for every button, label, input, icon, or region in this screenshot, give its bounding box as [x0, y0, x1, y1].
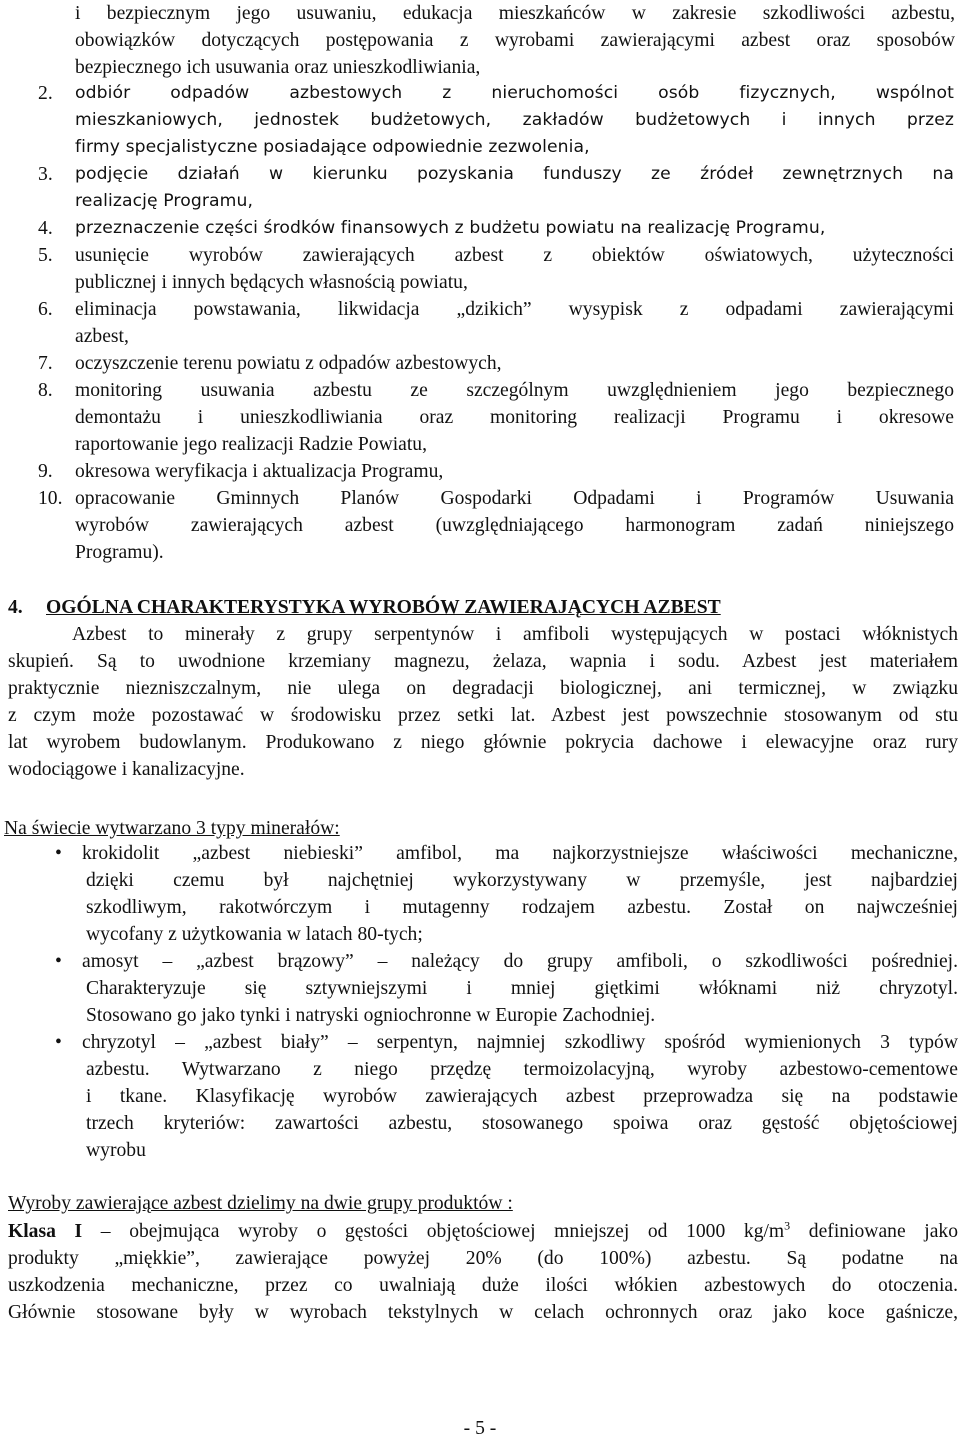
- text-line: amosyt – „azbest brązowy” – należący do grupy amfiboli, o szkodliwości pośredniej.: [82, 951, 958, 972]
- bullet-text: [82, 840, 958, 948]
- text-line: raportowanie jego realizacji Radzie Powiatu,: [75, 434, 427, 455]
- text-line: trzech kryteriów: zawartości azbestu, stosowanego spoiwa oraz gęstość objętościowej: [86, 1113, 958, 1134]
- bullet-item: [55, 840, 958, 948]
- text-line: uszkodzenia mechaniczne, przez co uwalniają duże ilości włókien azbestowych do otoczenia.: [8, 1275, 958, 1296]
- text-line: eliminacja powstawania, likwidacja „dzikich” wysypisk z odpadami zawierającymi: [75, 299, 954, 320]
- list-item: [38, 215, 954, 242]
- bullet-icon: •: [55, 843, 62, 864]
- text-line: skupień. Są to uwodnione krzemiany magnezu, żelaza, wapnia i sodu. Azbest jest materiałem: [8, 651, 958, 672]
- klasa-i-paragraph: [8, 1218, 958, 1326]
- minerals-bullet-list: [55, 840, 958, 1164]
- groups-intro: [8, 1190, 958, 1217]
- text-line: praktycznie niezniszczalnym, nie ulega on degradacji biologicznej, ani termicznej, w związku: [8, 678, 958, 699]
- text-line: i bezpiecznym jego usuwaniu, edukacja mieszkańców w zakresie szkodliwości azbestu,: [75, 3, 955, 24]
- list-item-text: [75, 350, 954, 377]
- page-number: - 5 -: [463, 1418, 497, 1439]
- text-line: dzięki czemu był najchętniej wykorzystywany w przemyśle, jest najbardziej: [86, 870, 958, 891]
- klasa-text: – obejmująca wyroby o gęstości objętościowej mniejszej od 1000 kg/m: [100, 1221, 785, 1242]
- minerals-intro: [4, 815, 958, 842]
- text-line: podjęcie działań w kierunku pozyskania funduszy ze źródeł zewnętrznych na: [75, 164, 954, 184]
- text-line: okresowa weryfikacja i aktualizacja Programu,: [75, 461, 444, 482]
- text-line: wodociągowe i kanalizacyjne.: [8, 759, 245, 780]
- text-line: odbiór odpadów azbestowych z nieruchomości osób fizycznych, wspólnot: [75, 83, 954, 103]
- list-item: [38, 485, 954, 566]
- section-title: OGÓLNA CHARAKTERYSTYKA WYROBÓW ZAWIERAJĄCYCH AZBEST: [46, 597, 721, 618]
- list-item-number: 5.: [38, 245, 53, 266]
- list-item-number: 6.: [38, 299, 53, 320]
- list-item-text: [75, 485, 954, 566]
- minerals-intro-text: Na świecie wytwarzano 3 typy minerałów:: [4, 818, 340, 839]
- list-item-number: 2.: [38, 83, 53, 104]
- text-line: Azbest to minerały z grupy serpentynów i amfiboli występujących w postaci włóknistych: [72, 624, 958, 645]
- text-line: wyrobów zawierających azbest (uwzględniającego harmonogram zadań niniejszego: [75, 515, 954, 536]
- text-line: przeznaczenie części środków finansowych z budżetu powiatu na realizację Programu,: [75, 218, 826, 238]
- bullet-icon: •: [55, 951, 62, 972]
- list-item-text: [75, 80, 954, 161]
- text-line: wycofany z użytkowania w latach 80-tych;: [86, 924, 423, 945]
- list-item-number: 9.: [38, 461, 53, 482]
- bullet-text: [82, 1029, 958, 1164]
- text-line: monitoring usuwania azbestu ze szczególnym uwzględnieniem jego bezpiecznego: [75, 380, 954, 401]
- text-line: bezpiecznego ich usuwania oraz unieszkodliwiania,: [75, 57, 481, 78]
- text-line: oczyszczenie terenu powiatu z odpadów azbestowych,: [75, 353, 502, 374]
- text-line: produkty „miękkie”, zawierające powyżej 20% (do 100%) azbestu. Są podatne na: [8, 1248, 958, 1269]
- text-line: azbestu. Wytwarzano z niego przędzę termoizolacyjną, wyroby azbestowo-cementowe: [86, 1059, 958, 1080]
- section-number: 4.: [8, 597, 23, 618]
- text-line: firmy specjalistyczne posiadające odpowiednie zezwolenia,: [75, 137, 590, 157]
- text-line: opracowanie Gminnych Planów Gospodarki Odpadami i Programów Usuwania: [75, 488, 954, 509]
- bullet-item: [55, 1029, 958, 1164]
- section-heading: [8, 594, 958, 621]
- text-line: Programu).: [75, 542, 164, 563]
- bullet-item: [55, 948, 958, 1029]
- text-line: z czym może pozostawać w środowisku przez setki lat. Azbest jest powszechnie stosowanym od stu: [8, 705, 958, 726]
- item-1-continuation: [75, 0, 955, 81]
- text-line: wyrobu: [86, 1140, 146, 1161]
- text-line: demontażu i unieszkodliwiania oraz monitoring realizacji Programu i okresowe: [75, 407, 954, 428]
- text-line: lat wyrobem budowlanym. Produkowano z niego głównie pokrycia dachowe i elewacyjne oraz rury: [8, 732, 958, 753]
- klasa-text-end: definiowane jako: [808, 1221, 958, 1242]
- text-line: szkodliwym, rakotwórczym i mutagenny rodzajem azbestu. Został on najwcześniej: [86, 897, 958, 918]
- list-item-text: [75, 377, 954, 458]
- text-line: Stosowano go jako tynki i natryski ogniochronne w Europie Zachodniej.: [86, 1005, 656, 1026]
- list-item: [38, 242, 954, 296]
- list-item-number: 3.: [38, 164, 53, 185]
- text-line: publicznej i innych będących własnością powiatu,: [75, 272, 468, 293]
- list-item-number: 8.: [38, 380, 53, 401]
- list-item-text: [75, 215, 954, 242]
- text-line: obowiązków dotyczących postępowania z wyrobami zawierającymi azbest oraz sposobów: [75, 30, 955, 51]
- list-item: [38, 458, 954, 485]
- bullet-text: [82, 948, 958, 1029]
- list-item-text: [75, 242, 954, 296]
- text-line: [8, 1218, 958, 1245]
- text-line: azbest,: [75, 326, 129, 347]
- text-line: usunięcie wyrobów zawierających azbest z obiektów oświatowych, użyteczności: [75, 245, 954, 266]
- text-line: chryzotyl – „azbest biały” – serpentyn, najmniej szkodliwy spośród wymienionych 3 typów: [82, 1032, 958, 1053]
- text-line: realizację Programu,: [75, 191, 254, 211]
- numbered-list: [38, 80, 954, 566]
- list-item: [38, 377, 954, 458]
- superscript: 3: [784, 1218, 791, 1233]
- list-item-number: 10.: [38, 488, 63, 509]
- klasa-label: Klasa I: [8, 1221, 83, 1242]
- list-item-number: 7.: [38, 353, 53, 374]
- section-4: [8, 594, 958, 783]
- list-item: [38, 80, 954, 161]
- list-item-text: [75, 161, 954, 215]
- list-item-text: [75, 458, 954, 485]
- list-item: [38, 161, 954, 215]
- text-line: Głównie stosowane były w wyrobach tekstylnych w celach ochronnych oraz jako koce gaśnicze,: [8, 1302, 958, 1323]
- text-line: i tkane. Klasyfikację wyrobów zawierających azbest przeprowadza się na podstawie: [86, 1086, 958, 1107]
- text-line: Charakteryzuje się sztywniejszymi i mniej giętkimi włóknami niż chryzotyl.: [86, 978, 958, 999]
- list-item: [38, 350, 954, 377]
- list-item: [38, 296, 954, 350]
- bullet-icon: •: [55, 1032, 62, 1053]
- text-line: mieszkaniowych, jednostek budżetowych, zakładów budżetowych i innych przez: [75, 110, 954, 130]
- section-paragraph: [8, 621, 958, 783]
- list-item-text: [75, 296, 954, 350]
- list-item-number: 4.: [38, 218, 53, 239]
- groups-intro-text: Wyroby zawierające azbest dzielimy na dwie grupy produktów :: [8, 1193, 513, 1214]
- text-line: krokidolit „azbest niebieski” amfibol, ma najkorzystniejsze właściwości mechaniczne,: [82, 843, 958, 864]
